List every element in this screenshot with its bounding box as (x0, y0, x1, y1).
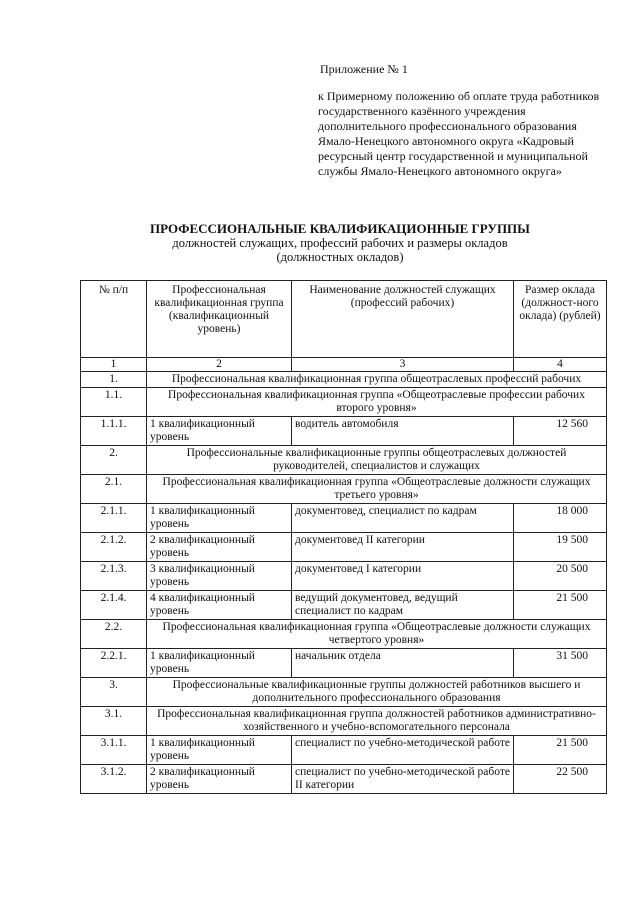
salary-value: 19 500 (514, 533, 607, 562)
group-title: Профессиональные квалификационные группы общеотраслевых должностей руководителей, специалистов и служащих (147, 446, 607, 475)
title-line-2: должностей служащих, профессий рабочих и размеры окладов (172, 236, 508, 250)
table-row (81, 417, 607, 446)
header-group: Профессиональная квалификационная группа (квалификационный уровень) (147, 281, 292, 358)
table-group-row (81, 372, 607, 388)
salary-value: 12 560 (514, 417, 607, 446)
table-row (81, 504, 607, 533)
appendix-text: к Примерному положению об оплате труда работников государственного казённого учреждения дополнительного профессионального образования Ямало-Ненецкого автономного округа «Кадровый ресурсный центр государственной и муниципальной службы Ямало-Ненецкого автономного округа» (318, 89, 600, 178)
group-title: Профессиональная квалификационная группа «Общеотраслевые должности служащих четвертого уровня» (147, 620, 607, 649)
row-number: 2.1.3. (81, 562, 147, 591)
row-number: 2. (81, 446, 147, 475)
group-title: Профессиональная квалификационная группа общеотраслевых профессий рабочих (147, 372, 607, 388)
appendix-number: Приложение № 1 (320, 62, 408, 76)
table-group-row (81, 707, 607, 736)
table-group-row (81, 678, 607, 707)
header-num: № п/п (81, 281, 147, 358)
position-name: ведущий документовед, ведущий специалист по кадрам (292, 591, 514, 620)
table-group-row (81, 446, 607, 475)
group-title: Профессиональная квалификационная группа «Общеотраслевые должности служащих третьего уровня» (147, 475, 607, 504)
position-name: документовед, специалист по кадрам (292, 504, 514, 533)
col-number-3: 3 (292, 358, 514, 372)
row-number: 1.1.1. (81, 417, 147, 446)
position-name: специалист по учебно-методической работе (292, 736, 514, 765)
row-number: 3. (81, 678, 147, 707)
table-row (81, 765, 607, 794)
header-position: Наименование должностей служащих (профессий рабочих) (292, 281, 514, 358)
table-group-row (81, 620, 607, 649)
salary-value: 21 500 (514, 736, 607, 765)
row-number: 3.1.1. (81, 736, 147, 765)
table-row (81, 591, 607, 620)
salary-value: 20 500 (514, 562, 607, 591)
qualification-level: 1 квалификационный уровень (147, 736, 292, 765)
salary-value: 31 500 (514, 649, 607, 678)
column-number-row (81, 358, 607, 372)
qualification-level: 2 квалификационный уровень (147, 533, 292, 562)
row-number: 2.1.2. (81, 533, 147, 562)
row-number: 2.2. (81, 620, 147, 649)
title-main: ПРОФЕССИОНАЛЬНЫЕ КВАЛИФИКАЦИОННЫЕ ГРУППЫ (150, 221, 530, 236)
position-name: специалист по учебно-методической работе II категории (292, 765, 514, 794)
appendix-block (312, 62, 612, 179)
position-name: документовед I категории (292, 562, 514, 591)
header-salary: Размер оклада (должност-ного оклада) (рублей) (514, 281, 607, 358)
col-number-4: 4 (514, 358, 607, 372)
title-line-3: (должностных окладов) (276, 250, 404, 264)
table-group-row (81, 475, 607, 504)
row-number: 1.1. (81, 388, 147, 417)
salary-value: 18 000 (514, 504, 607, 533)
row-number: 2.2.1. (81, 649, 147, 678)
group-title: Профессиональные квалификационные группы должностей работников высшего и дополнительного профессионального образования (147, 678, 607, 707)
salary-value: 22 500 (514, 765, 607, 794)
table-row (81, 562, 607, 591)
document-title (60, 222, 620, 264)
table-body (81, 372, 607, 794)
row-number: 3.1.2. (81, 765, 147, 794)
row-number: 1. (81, 372, 147, 388)
group-title: Профессиональная квалификационная группа должностей работников административно-хозяйственного и учебно-вспомогательного персонала (147, 707, 607, 736)
col-number-2: 2 (147, 358, 292, 372)
position-name: начальник отдела (292, 649, 514, 678)
row-number: 2.1.1. (81, 504, 147, 533)
row-number: 2.1. (81, 475, 147, 504)
col-number-1: 1 (81, 358, 147, 372)
row-number: 3.1. (81, 707, 147, 736)
qualification-level: 3 квалификационный уровень (147, 562, 292, 591)
table-group-row (81, 388, 607, 417)
group-title: Профессиональная квалификационная группа «Общеотраслевые профессии рабочих второго уровня» (147, 388, 607, 417)
salary-table (80, 280, 607, 794)
salary-value: 21 500 (514, 591, 607, 620)
qualification-level: 1 квалификационный уровень (147, 504, 292, 533)
table-row (81, 533, 607, 562)
position-name: водитель автомобиля (292, 417, 514, 446)
qualification-level: 4 квалификационный уровень (147, 591, 292, 620)
row-number: 2.1.4. (81, 591, 147, 620)
position-name: документовед II категории (292, 533, 514, 562)
table-header-row (81, 281, 607, 358)
qualification-level: 1 квалификационный уровень (147, 649, 292, 678)
qualification-level: 2 квалификационный уровень (147, 765, 292, 794)
table-row (81, 649, 607, 678)
table-row (81, 736, 607, 765)
qualification-level: 1 квалификационный уровень (147, 417, 292, 446)
